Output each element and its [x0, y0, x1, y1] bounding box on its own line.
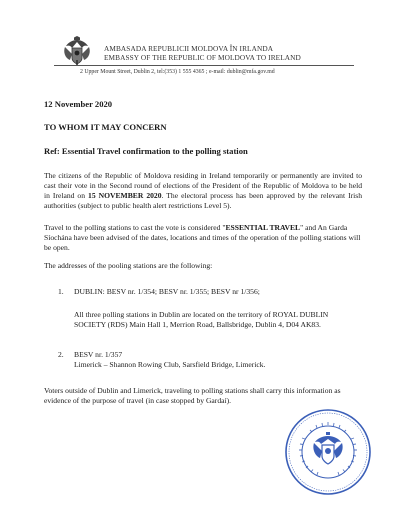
letter-reference: Ref: Essential Travel confirmation to the polling station	[44, 146, 248, 156]
moldova-coat-of-arms-icon	[62, 36, 92, 68]
paragraph-addresses-intro: The addresses of the pooling stations are the following:	[44, 261, 213, 270]
embassy-seal-stamp-icon	[284, 408, 372, 496]
embassy-name-ro: AMBASADA REPUBLICII MOLDOVA ÎN IRLANDA	[104, 44, 274, 53]
dublin-location-detail: All three polling stations in Dublin are located on the territory of ROYAL DUBLIN SOCIETY (RDS) Main Hall 1, Merrion Road, Ballsbridge, Dublin 4, D04 AK83.	[74, 310, 329, 330]
p2-text-a: Travel to the polling stations to cast the vote is considered "	[44, 223, 226, 232]
header-divider	[54, 65, 354, 66]
letter-salutation: TO WHOM IT MAY CONCERN	[44, 122, 167, 132]
paragraph-voters-outside: Voters outside of Dublin and Limerick, traveling to polling stations shall carry this information as evidence of the purpose of travel (in case stopped by Gardaí).	[44, 386, 341, 406]
paragraph-essential-travel	[44, 223, 362, 253]
p1-text-b: . The electoral process has been approved by the relevant Irish authorities (subject to public health alert restrictions Level 5).	[44, 191, 362, 211]
embassy-name-en: EMBASSY OF THE REPUBLIC OF MOLDOVA TO IRELAND	[104, 53, 301, 62]
limerick-location-detail: Limerick – Shannon Rowing Club, Sarsfield Bridge, Limerick.	[74, 360, 266, 369]
essential-travel-label: ESSENTIAL TRAVEL	[225, 223, 301, 232]
list-item-limerick	[58, 350, 358, 360]
election-date: 15 NOVEMBER 2020	[88, 191, 162, 201]
letter-date: 12 November 2020	[44, 99, 113, 109]
list-item-dublin	[58, 287, 358, 297]
dublin-stations: DUBLIN: BESV nr. 1/354; BESV nr. 1/355; BESV nr 1/356;	[74, 287, 260, 296]
list-number-1: 1.	[58, 287, 64, 296]
limerick-station: BESV nr. 1/357	[74, 350, 123, 359]
p1-text-a: The citizens of the Republic of Moldova residing in Ireland temporarily or permanently are invited to cast their vote in the Second round of elections of the President of the Republic of Moldova to be held in Ireland on	[44, 171, 362, 201]
embassy-address: 2 Upper Mount Street, Dublin 2, tel:(353) 1 555 4365 ; e-mail: dublin@mfa.gov.md	[80, 69, 275, 75]
paragraph-elections	[44, 171, 362, 211]
list-number-2: 2.	[58, 350, 64, 359]
p2-text-b: " and An Garda Síochána have been advised of the dates, locations and times of the operation of the polling stations will be open.	[44, 223, 361, 253]
